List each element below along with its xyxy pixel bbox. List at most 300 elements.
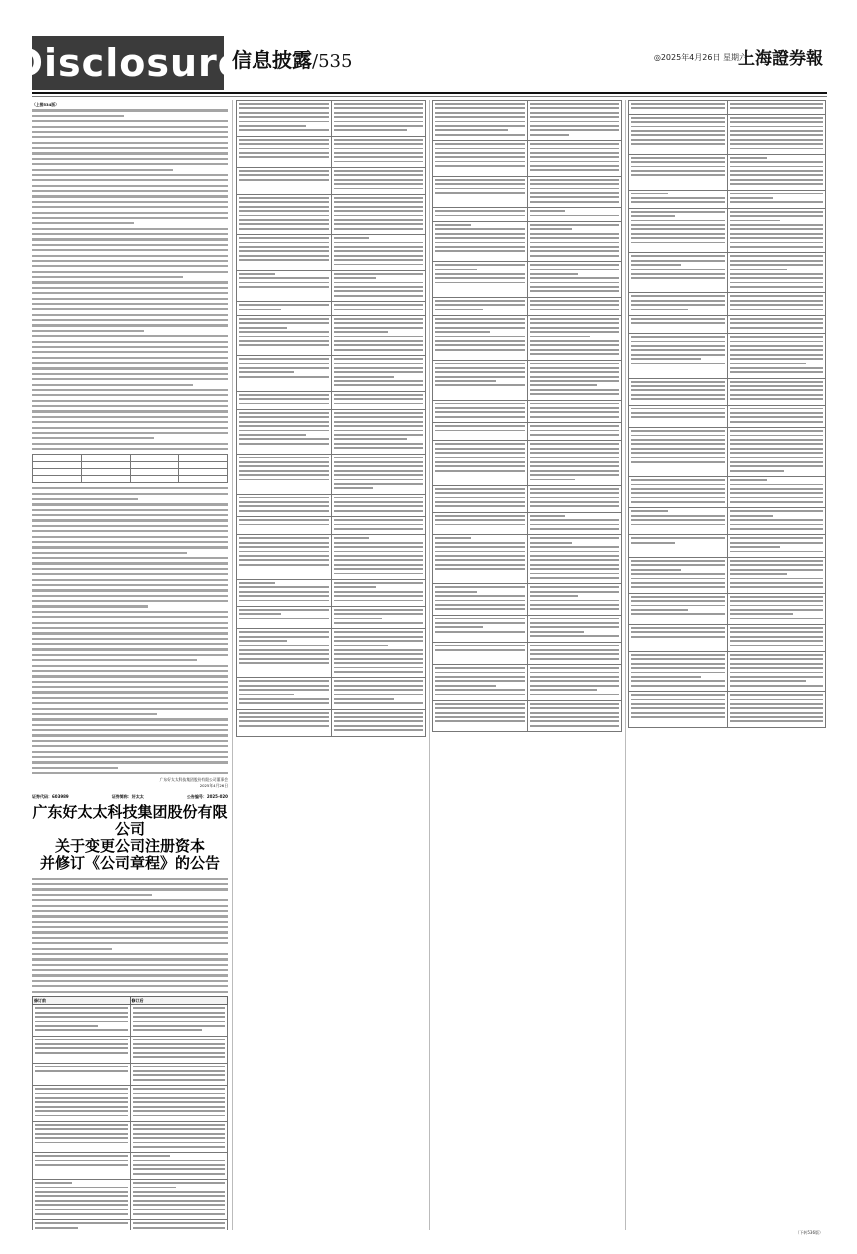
table-row [237,678,426,709]
text-line [334,161,424,163]
cell-before [433,400,528,423]
text-line [435,546,525,548]
text-line [530,340,620,342]
text-line [631,479,725,481]
text-line [530,501,620,503]
publish-date [654,52,747,63]
text-line [239,631,329,633]
text-line [35,1227,78,1229]
cell-after [130,1063,228,1086]
text-line [239,658,329,660]
text-line [530,546,620,548]
text-line [435,470,525,472]
text-line [730,237,824,239]
text-line [530,286,620,288]
text-line [530,604,620,606]
text-line [435,380,496,382]
text-line [32,244,228,246]
text-line [133,1146,226,1148]
text-line [334,116,424,118]
cell-after [331,517,426,535]
text-line [730,524,824,526]
text-line [334,197,424,199]
text-line [631,408,725,410]
cell-before [433,535,528,584]
text-line [435,269,477,271]
text-line [334,156,424,158]
text-line [631,260,725,262]
cell-before [237,410,332,455]
text-line [530,344,620,346]
text-line [32,362,228,364]
text-line [334,528,424,530]
text-line [730,640,824,642]
cell-after [527,176,622,207]
text-line [133,1070,226,1072]
text-line [32,772,228,774]
table-row [433,316,622,361]
section-title [232,44,352,73]
text-line [32,421,228,423]
text-line [530,564,620,566]
text-line [334,273,424,275]
text-line [334,290,424,292]
cell-before [433,208,528,222]
text-line [631,277,725,279]
text-line [32,675,228,677]
text-line [435,237,525,239]
text-line [631,345,725,347]
announcement-codes [32,794,228,799]
text-line [730,269,787,271]
text-line [631,461,725,463]
text-line [631,716,725,718]
text-line [530,689,597,691]
text-line [631,264,681,266]
cell-after [130,1086,228,1122]
text-line [32,915,228,917]
text-line [730,322,824,324]
table-row [33,1086,228,1122]
text-line [32,367,228,369]
cell-after [331,678,426,709]
text-line [435,720,525,722]
text-line [32,373,228,375]
text-line [435,224,471,226]
text-line [334,662,424,664]
text-line [530,210,566,212]
text-line [435,403,525,405]
text-line [32,389,228,391]
disclosure-logo: Disclosure [32,36,224,90]
text-line [530,143,620,145]
text-line [334,219,424,221]
text-line [239,358,329,360]
text-line [631,658,725,660]
text-line [435,680,525,682]
text-line [334,720,424,722]
text-line [730,193,824,195]
text-line [530,349,620,351]
text-line [631,609,688,611]
text-line [32,659,197,661]
text-line [730,720,824,722]
text-line [631,385,725,387]
text-line [239,640,287,642]
text-line [334,613,424,615]
text-line [631,703,725,705]
text-line [32,600,228,602]
text-line [334,246,424,248]
text-line [133,1168,226,1170]
text-line [32,713,157,715]
cell-before [433,101,528,141]
headline-line-2: 关于变更公司注册资本 [54,836,205,855]
text-line [133,1066,226,1068]
text-line [730,586,824,588]
text-line [730,371,824,373]
text-line [239,255,329,257]
cell-after [331,606,426,629]
text-line [32,536,228,538]
text-line [32,271,228,273]
text-line [133,1209,226,1211]
text-line [530,568,620,570]
text-line [32,405,228,407]
text-line [239,497,329,499]
text-line [530,694,620,696]
text-line [730,103,824,105]
text-line [32,980,228,982]
text-line [631,564,725,566]
text-line [32,432,228,434]
text-line [730,349,824,351]
text-line [631,492,725,494]
text-line [730,439,824,441]
text-line [530,416,620,418]
text-line [530,201,620,203]
cell-after [527,584,622,615]
cell-after [527,360,622,400]
text-line [631,300,725,302]
cell-after [527,221,622,261]
table-row [629,253,826,293]
text-line [730,220,780,222]
cell-before [433,441,528,486]
text-line [631,237,725,239]
text-line [730,551,824,553]
cell-before [33,1063,131,1086]
text-line [730,363,807,365]
text-line [631,304,725,306]
text-line [35,1070,128,1072]
text-line [32,541,228,543]
text-line [334,384,424,386]
text-line [239,318,329,320]
text-line [631,363,725,365]
cell-after [130,1153,228,1180]
text-line [334,667,424,669]
text-line [530,116,620,118]
table-row [33,1180,228,1220]
text-line [334,640,424,642]
cell-after [727,101,826,115]
text-line [35,1213,128,1215]
text-line [35,1182,72,1184]
text-line [730,134,824,136]
text-line [435,407,525,409]
text-line [730,300,824,302]
table-row [629,293,826,316]
text-line [530,519,620,521]
text-line [239,219,329,221]
body-text-block-1 [32,109,228,450]
text-line [32,152,228,154]
table-row [629,378,826,405]
text-line [730,183,824,185]
table-row [433,208,622,222]
text-line [631,161,725,163]
table-row [433,485,622,512]
text-line [435,411,525,413]
text-line [631,389,725,391]
text-line [530,309,620,311]
text-line [334,618,382,620]
text-line [334,622,424,624]
text-line [32,416,228,418]
text-line [334,188,424,190]
text-line [631,309,688,311]
text-line [530,492,620,494]
text-line [631,416,725,418]
text-line [730,452,824,454]
table-row [629,101,826,115]
text-line [730,461,824,463]
table-row [629,535,826,558]
text-line [631,663,725,665]
text-line [32,883,228,885]
text-line [239,273,275,275]
text-line [334,447,424,449]
text-line [435,125,525,127]
text-line [730,654,824,656]
text-line [530,457,620,459]
text-line [631,318,725,320]
text-line [32,265,228,267]
text-line [239,600,329,602]
cell-after [727,477,826,508]
text-line [32,745,228,747]
text-line [730,448,824,450]
text-line [530,685,620,687]
table-row [629,557,826,593]
body-text-block-3 [32,878,228,993]
text-line [435,134,525,136]
text-line [32,212,228,214]
text-line [631,139,725,141]
text-line [239,129,329,131]
table-row [33,1153,228,1180]
text-line [334,344,424,346]
text-line [32,525,228,527]
text-line [435,497,525,499]
text-line [435,622,525,624]
text-line [32,314,228,316]
text-line [435,618,525,620]
text-line [334,183,424,185]
text-line [730,488,824,490]
text-line [334,546,424,548]
text-line [730,685,824,687]
cell-before [433,584,528,615]
text-line [32,627,228,629]
text-line [631,103,725,105]
text-line [35,1164,128,1166]
text-line [530,658,620,660]
text-line [32,195,228,197]
text-line [35,1052,128,1054]
text-line [334,148,424,150]
text-line [530,452,620,454]
cell-after [331,168,426,195]
text-line [730,421,824,423]
text-line [133,1110,226,1112]
text-line [32,351,228,353]
text-line [133,1187,176,1189]
cell-after [527,535,622,584]
cell-after [331,454,426,494]
text-line [334,143,424,145]
text-line [435,327,525,329]
text-line [32,131,228,133]
text-line [435,492,525,494]
text-line [530,411,620,413]
text-line [631,143,725,145]
text-line [32,761,228,763]
text-line [334,107,424,109]
cell-before [237,579,332,606]
cell-after [527,316,622,361]
text-line [32,969,228,971]
cell-before [433,141,528,177]
text-line [239,242,329,244]
text-line [530,434,620,436]
text-line [530,156,620,158]
text-line [530,591,620,593]
cell-before [433,512,528,535]
text-line [133,1204,226,1206]
text-line [631,354,725,356]
text-line [530,233,620,235]
text-line [530,465,620,467]
cell-after [331,316,426,356]
text-line [32,589,228,591]
text-line [631,519,725,521]
table-row [433,221,622,261]
text-line [239,121,329,123]
text-line [631,170,725,172]
text-line [32,584,228,586]
text-line [435,501,525,503]
text-line [32,190,228,192]
text-line [334,412,424,414]
table-row [629,625,826,652]
table-row [237,136,426,167]
text-line [239,524,329,526]
text-line [730,255,824,257]
text-line [435,703,525,705]
text-line [530,586,620,588]
text-line [334,403,424,405]
text-line [32,410,228,412]
cell-before [237,391,332,409]
text-line [730,309,824,311]
text-line [435,300,525,302]
text-line [239,152,329,154]
text-line [334,600,424,602]
text-line [730,519,824,521]
cell-after [527,262,622,298]
cell-before [433,221,528,261]
text-line [530,331,620,333]
text-line [32,557,228,559]
text-line [435,371,525,373]
text-line [334,559,424,561]
text-line [239,363,329,365]
text-line [530,322,620,324]
cell-before [433,615,528,642]
text-line [530,384,597,386]
text-line [334,505,424,507]
text-line [133,1106,226,1108]
text-line [530,707,620,709]
text-line [32,163,228,165]
text-line [730,435,824,437]
text-line [35,1124,128,1126]
text-line [435,121,525,123]
text-line [32,493,228,495]
text-line [730,327,824,329]
text-line [631,201,725,203]
text-line [730,242,824,244]
text-line [631,134,725,136]
text-line [35,1204,128,1206]
text-line [435,559,525,561]
cell-after [527,208,622,222]
text-line [334,125,424,127]
text-line [435,340,525,342]
text-line [530,389,620,391]
text-line [730,117,824,119]
text-line [35,1137,128,1139]
text-line [530,237,620,239]
text-line [334,636,424,638]
headline-line-3: 并修订《公司章程》的公告 [39,853,220,872]
text-line [32,136,228,138]
cell-after [727,114,826,154]
table-row [237,454,426,494]
text-line [32,174,228,176]
text-line [239,250,329,252]
text-line [32,443,228,445]
text-line [32,249,228,251]
text-line [435,430,525,432]
text-line [334,461,424,463]
page-number: /535 [312,51,353,72]
text-line [435,273,525,275]
text-line [133,1200,226,1202]
cell-after [130,1180,228,1220]
